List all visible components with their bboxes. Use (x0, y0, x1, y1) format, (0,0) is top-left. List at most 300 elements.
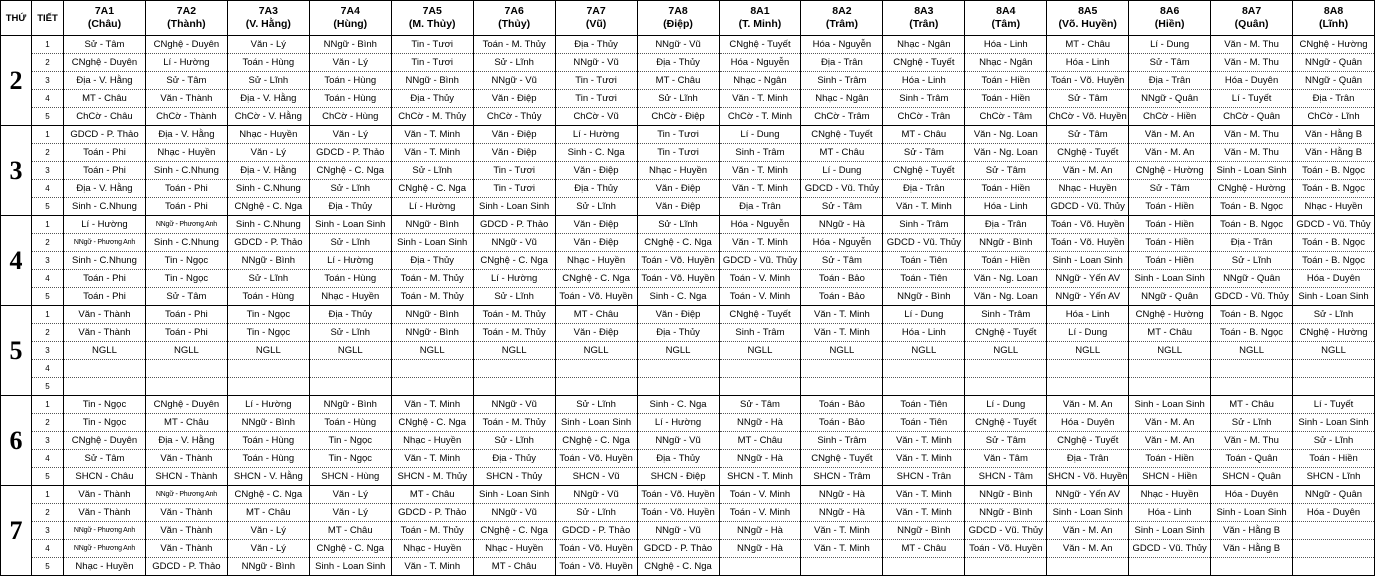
schedule-cell[interactable]: Sinh - Loan Sinh (1129, 522, 1211, 540)
schedule-cell[interactable]: NGLL (555, 342, 637, 360)
schedule-cell[interactable]: NNgữ - Bình (227, 414, 309, 432)
schedule-cell[interactable]: Văn - M. Thu (1211, 36, 1293, 54)
schedule-cell[interactable]: Sử - Lĩnh (227, 270, 309, 288)
schedule-cell[interactable]: NNgữ - Hà (719, 522, 801, 540)
schedule-cell[interactable]: MT - Châu (1047, 36, 1129, 54)
schedule-cell[interactable]: CNghệ - Duyên (145, 36, 227, 54)
schedule-cell[interactable] (227, 360, 309, 378)
schedule-cell[interactable]: Sử - Tâm (883, 144, 965, 162)
schedule-cell[interactable]: NNgữ - Quân (1129, 288, 1211, 306)
schedule-cell[interactable]: MT - Châu (637, 72, 719, 90)
schedule-cell[interactable]: CNghệ - C. Nga (555, 270, 637, 288)
schedule-cell[interactable]: NNgữ - Yến AV (1047, 270, 1129, 288)
schedule-cell[interactable]: ChCờ - V. Hằng (227, 108, 309, 126)
schedule-cell[interactable]: Tin - Ngọc (64, 396, 146, 414)
schedule-cell[interactable]: CNghệ - Tuyết (801, 126, 883, 144)
schedule-cell[interactable]: SHCN - Trâm (801, 468, 883, 486)
schedule-cell[interactable]: Hóa - Duyên (1047, 414, 1129, 432)
schedule-cell[interactable]: CNghệ - C. Nga (391, 414, 473, 432)
schedule-cell[interactable]: Văn - Lý (309, 54, 391, 72)
schedule-cell[interactable]: Toán - Hùng (309, 270, 391, 288)
schedule-cell[interactable]: Văn - M. Thu (1211, 144, 1293, 162)
schedule-cell[interactable]: Toán - Bảo (801, 288, 883, 306)
schedule-cell[interactable]: Toán - Võ. Huyền (637, 252, 719, 270)
schedule-cell[interactable]: MT - Châu (145, 414, 227, 432)
schedule-cell[interactable]: Văn - Thành (64, 306, 146, 324)
schedule-cell[interactable]: Sinh - Loan Sinh (1129, 270, 1211, 288)
schedule-cell[interactable]: Văn - Ng. Loan (965, 270, 1047, 288)
schedule-cell[interactable] (391, 378, 473, 396)
schedule-cell[interactable]: Văn - Điệp (555, 216, 637, 234)
schedule-cell[interactable]: Văn - Lý (309, 126, 391, 144)
schedule-cell[interactable] (145, 378, 227, 396)
schedule-cell[interactable]: Sử - Lĩnh (1293, 432, 1375, 450)
schedule-cell[interactable]: GDCD - P. Thảo (145, 558, 227, 576)
schedule-cell[interactable]: NNgữ - Vũ (473, 504, 555, 522)
schedule-cell[interactable]: Sử - Lĩnh (637, 216, 719, 234)
schedule-cell[interactable]: Hóa - Nguyễn (801, 36, 883, 54)
schedule-cell[interactable]: NNgữ - Hà (801, 504, 883, 522)
schedule-cell[interactable]: Địa - Trân (719, 198, 801, 216)
schedule-cell[interactable]: Lí - Dung (719, 126, 801, 144)
schedule-cell[interactable]: NNgữ - Bình (391, 306, 473, 324)
schedule-cell[interactable]: Nhạc - Ngân (965, 54, 1047, 72)
schedule-cell[interactable]: Sử - Lĩnh (391, 162, 473, 180)
schedule-cell[interactable]: Văn - Lý (227, 522, 309, 540)
schedule-cell[interactable]: GDCD - P. Thảo (473, 216, 555, 234)
schedule-cell[interactable]: NNgữ - Bình (965, 504, 1047, 522)
schedule-cell[interactable]: Toán - Võ. Huyền (555, 540, 637, 558)
schedule-cell[interactable]: CNghệ - Tuyết (965, 414, 1047, 432)
schedule-cell[interactable]: NNgữ - Vũ (473, 396, 555, 414)
schedule-cell[interactable]: Tin - Tươi (391, 36, 473, 54)
schedule-cell[interactable]: Sử - Lĩnh (473, 288, 555, 306)
schedule-cell[interactable]: Toán - Phi (145, 180, 227, 198)
schedule-cell[interactable]: GDCD - Vũ. Thủy (1211, 288, 1293, 306)
schedule-cell[interactable]: Văn - Lý (227, 144, 309, 162)
schedule-cell[interactable]: Toán - Phi (64, 270, 146, 288)
schedule-cell[interactable]: Văn - M. An (1047, 162, 1129, 180)
schedule-cell[interactable]: Toán - B. Ngọc (1293, 162, 1375, 180)
schedule-cell[interactable]: Địa - Trân (965, 216, 1047, 234)
schedule-cell[interactable]: Toán - M. Thủy (473, 306, 555, 324)
schedule-cell[interactable]: GDCD - Vũ. Thủy (1047, 198, 1129, 216)
schedule-cell[interactable]: Sinh - Trâm (801, 72, 883, 90)
schedule-cell[interactable]: Văn - Điệp (555, 234, 637, 252)
schedule-cell[interactable]: Sinh - C.Nhung (64, 252, 146, 270)
schedule-cell[interactable] (637, 378, 719, 396)
schedule-cell[interactable]: Hóa - Duyên (1211, 486, 1293, 504)
schedule-cell[interactable]: Tin - Tươi (473, 180, 555, 198)
schedule-cell[interactable]: Tin - Tươi (555, 72, 637, 90)
schedule-cell[interactable]: Sử - Lĩnh (309, 180, 391, 198)
schedule-cell[interactable]: Sử - Lĩnh (309, 324, 391, 342)
schedule-cell[interactable]: Toán - Tiên (883, 396, 965, 414)
schedule-cell[interactable]: Hóa - Linh (883, 324, 965, 342)
schedule-cell[interactable] (145, 360, 227, 378)
schedule-cell[interactable]: CNghệ - C. Nga (473, 252, 555, 270)
schedule-cell[interactable]: Địa - V. Hằng (227, 90, 309, 108)
schedule-cell[interactable]: Tin - Ngọc (64, 414, 146, 432)
schedule-cell[interactable] (1293, 360, 1375, 378)
schedule-cell[interactable]: NNgữ - Yến AV (1047, 288, 1129, 306)
schedule-cell[interactable]: MT - Châu (473, 558, 555, 576)
schedule-cell[interactable]: Sử - Tâm (1129, 180, 1211, 198)
schedule-cell[interactable]: CNghệ - Hường (1129, 162, 1211, 180)
schedule-cell[interactable]: Địa - V. Hằng (227, 162, 309, 180)
schedule-cell[interactable]: NNgữ - Hà (801, 486, 883, 504)
schedule-cell[interactable]: ChCờ - Thành (145, 108, 227, 126)
schedule-cell[interactable]: Sinh - Loan Sinh (309, 558, 391, 576)
schedule-cell[interactable]: Toán - Hùng (309, 414, 391, 432)
schedule-cell[interactable]: Hóa - Linh (965, 36, 1047, 54)
schedule-cell[interactable]: Toán - Võ. Huyền (1047, 72, 1129, 90)
schedule-cell[interactable]: ChCờ - Lĩnh (1293, 108, 1375, 126)
schedule-cell[interactable]: ChCờ - Võ. Huyền (1047, 108, 1129, 126)
schedule-cell[interactable] (801, 378, 883, 396)
schedule-cell[interactable]: Sinh - Loan Sinh (1047, 252, 1129, 270)
schedule-cell[interactable]: Toán - Hùng (309, 90, 391, 108)
schedule-cell[interactable]: NNgữ - Bình (309, 36, 391, 54)
schedule-cell[interactable]: Tin - Ngọc (227, 306, 309, 324)
schedule-cell[interactable]: Văn - Lý (227, 36, 309, 54)
schedule-cell[interactable]: CNghệ - Tuyết (1047, 432, 1129, 450)
schedule-cell[interactable]: Sử - Tâm (1047, 126, 1129, 144)
schedule-cell[interactable]: SHCN - M. Thủy (391, 468, 473, 486)
schedule-cell[interactable]: Toán - Hùng (309, 72, 391, 90)
schedule-cell[interactable]: NNgữ - Hà (801, 216, 883, 234)
schedule-cell[interactable]: Sinh - C. Nga (555, 144, 637, 162)
schedule-cell[interactable]: Văn - T. Minh (391, 144, 473, 162)
schedule-cell[interactable]: Địa - Thủy (309, 198, 391, 216)
schedule-cell[interactable]: Văn - Điệp (473, 144, 555, 162)
schedule-cell[interactable]: Toán - B. Ngọc (1211, 216, 1293, 234)
schedule-cell[interactable]: Nhạc - Ngân (801, 90, 883, 108)
schedule-cell[interactable]: NNgữ - Vũ (637, 432, 719, 450)
schedule-cell[interactable]: CNghệ - Hường (1211, 180, 1293, 198)
schedule-cell[interactable]: Văn - T. Minh (719, 234, 801, 252)
schedule-cell[interactable]: Văn - T. Minh (883, 450, 965, 468)
schedule-cell[interactable] (965, 360, 1047, 378)
schedule-cell[interactable]: NGLL (64, 342, 146, 360)
schedule-cell[interactable]: NGLL (801, 342, 883, 360)
schedule-cell[interactable]: Sử - Lĩnh (227, 72, 309, 90)
schedule-cell[interactable]: Toán - Võ. Huyền (637, 504, 719, 522)
schedule-cell[interactable]: SHCN - Hiền (1129, 468, 1211, 486)
schedule-cell[interactable]: NNgữ - Hà (719, 540, 801, 558)
schedule-cell[interactable] (883, 378, 965, 396)
schedule-cell[interactable]: ChCờ - Châu (64, 108, 146, 126)
schedule-cell[interactable]: Sử - Tâm (64, 450, 146, 468)
schedule-cell[interactable] (1047, 378, 1129, 396)
schedule-cell[interactable]: NNgữ - Yến AV (1047, 486, 1129, 504)
schedule-cell[interactable]: Văn - M. An (1129, 126, 1211, 144)
schedule-cell[interactable] (965, 558, 1047, 576)
schedule-cell[interactable]: Toán - Hùng (227, 450, 309, 468)
schedule-cell[interactable]: MT - Châu (555, 306, 637, 324)
schedule-cell[interactable]: Nhạc - Huyền (227, 126, 309, 144)
schedule-cell[interactable]: Văn - T. Minh (391, 558, 473, 576)
schedule-cell[interactable]: CNghệ - C. Nga (555, 432, 637, 450)
schedule-cell[interactable]: Sinh - C.Nhung (227, 216, 309, 234)
schedule-cell[interactable]: Sử - Tâm (965, 162, 1047, 180)
schedule-cell[interactable]: Văn - Thành (64, 324, 146, 342)
schedule-cell[interactable]: CNghệ - C. Nga (309, 162, 391, 180)
schedule-cell[interactable]: Toán - Võ. Huyền (1047, 216, 1129, 234)
schedule-cell[interactable]: CNghệ - C. Nga (391, 180, 473, 198)
schedule-cell[interactable] (1129, 558, 1211, 576)
schedule-cell[interactable]: Nhạc - Huyền (1129, 486, 1211, 504)
schedule-cell[interactable]: Sinh - Loan Sinh (1211, 504, 1293, 522)
schedule-cell[interactable]: NNgữ - Quân (1129, 90, 1211, 108)
schedule-cell[interactable]: Địa - Trân (1129, 72, 1211, 90)
schedule-cell[interactable]: Văn - Hằng B (1211, 540, 1293, 558)
schedule-cell[interactable]: CNghệ - Tuyết (883, 54, 965, 72)
schedule-cell[interactable]: SHCN - T. Minh (719, 468, 801, 486)
schedule-cell[interactable]: NGLL (391, 342, 473, 360)
schedule-cell[interactable]: Văn - T. Minh (391, 126, 473, 144)
schedule-cell[interactable]: Toán - B. Ngọc (1293, 180, 1375, 198)
schedule-cell[interactable]: ChCờ - Trâm (801, 108, 883, 126)
schedule-cell[interactable]: Hóa - Linh (965, 198, 1047, 216)
schedule-cell[interactable]: Địa - V. Hằng (145, 432, 227, 450)
schedule-cell[interactable]: Toán - Hiền (1129, 216, 1211, 234)
schedule-cell[interactable]: Toán - V. Minh (719, 288, 801, 306)
schedule-cell[interactable] (883, 360, 965, 378)
schedule-cell[interactable]: Văn - Hằng B (1293, 144, 1375, 162)
schedule-cell[interactable]: Toán - V. Minh (719, 486, 801, 504)
schedule-cell[interactable]: Tin - Tươi (555, 90, 637, 108)
schedule-cell[interactable]: Sinh - Loan Sinh (1293, 414, 1375, 432)
schedule-cell[interactable]: Toán - Phi (64, 144, 146, 162)
schedule-cell[interactable]: Sử - Tâm (801, 198, 883, 216)
schedule-cell[interactable]: SHCN - Tâm (965, 468, 1047, 486)
schedule-cell[interactable]: NGLL (719, 342, 801, 360)
schedule-cell[interactable]: NNgữ - Quân (1211, 270, 1293, 288)
schedule-cell[interactable]: CNghệ - Duyên (64, 432, 146, 450)
schedule-cell[interactable]: ChCờ - Hiền (1129, 108, 1211, 126)
schedule-cell[interactable]: ChCờ - Tâm (965, 108, 1047, 126)
schedule-cell[interactable]: Văn - Thành (64, 504, 146, 522)
schedule-cell[interactable]: NNgữ - Vũ (637, 522, 719, 540)
schedule-cell[interactable]: Địa - Thủy (555, 180, 637, 198)
schedule-cell[interactable]: Nhạc - Huyền (391, 540, 473, 558)
schedule-cell[interactable]: Nhạc - Ngân (883, 36, 965, 54)
schedule-cell[interactable]: Địa - Trân (801, 54, 883, 72)
schedule-cell[interactable]: Sinh - Trâm (719, 144, 801, 162)
schedule-cell[interactable]: Lí - Hường (227, 396, 309, 414)
schedule-cell[interactable]: Văn - T. Minh (801, 522, 883, 540)
schedule-cell[interactable]: NGLL (145, 342, 227, 360)
schedule-cell[interactable]: Địa - Thủy (391, 252, 473, 270)
schedule-cell[interactable]: Địa - Thủy (637, 324, 719, 342)
schedule-cell[interactable]: NNgữ - Phương Anh (145, 486, 227, 504)
schedule-cell[interactable]: CNghệ - C. Nga (227, 486, 309, 504)
schedule-cell[interactable]: Sinh - C.Nhung (227, 180, 309, 198)
schedule-cell[interactable]: NNgữ - Vũ (637, 36, 719, 54)
schedule-cell[interactable] (1047, 360, 1129, 378)
schedule-cell[interactable]: Nhạc - Huyền (473, 540, 555, 558)
schedule-cell[interactable]: NNgữ - Quân (1293, 72, 1375, 90)
schedule-cell[interactable]: Địa - Thủy (309, 306, 391, 324)
schedule-cell[interactable]: Toán - Võ. Huyền (637, 270, 719, 288)
schedule-cell[interactable]: Tin - Tươi (391, 54, 473, 72)
schedule-cell[interactable]: CNghệ - Hường (1293, 324, 1375, 342)
schedule-cell[interactable]: Toán - Phi (64, 288, 146, 306)
schedule-cell[interactable] (555, 378, 637, 396)
schedule-cell[interactable]: Toán - Võ. Huyền (555, 288, 637, 306)
schedule-cell[interactable]: Văn - T. Minh (719, 90, 801, 108)
schedule-cell[interactable]: NNgữ - Bình (883, 288, 965, 306)
schedule-cell[interactable]: Nhạc - Huyền (1293, 198, 1375, 216)
schedule-cell[interactable]: Toán - M. Thủy (473, 36, 555, 54)
schedule-cell[interactable]: Hóa - Duyên (1293, 504, 1375, 522)
schedule-cell[interactable]: Lí - Tuyết (1211, 90, 1293, 108)
schedule-cell[interactable]: Toán - Võ. Huyền (1047, 234, 1129, 252)
schedule-cell[interactable]: Toán - B. Ngọc (1211, 198, 1293, 216)
schedule-cell[interactable]: Văn - M. An (1129, 144, 1211, 162)
schedule-cell[interactable]: Tin - Ngọc (227, 324, 309, 342)
schedule-cell[interactable]: Toán - Võ. Huyền (555, 450, 637, 468)
schedule-cell[interactable]: SHCN - Thủy (473, 468, 555, 486)
schedule-cell[interactable]: Văn - M. An (1047, 522, 1129, 540)
schedule-cell[interactable] (64, 378, 146, 396)
schedule-cell[interactable] (227, 378, 309, 396)
schedule-cell[interactable]: SHCN - Võ. Huyền (1047, 468, 1129, 486)
schedule-cell[interactable]: Địa - Trân (1211, 234, 1293, 252)
schedule-cell[interactable]: ChCờ - Hùng (309, 108, 391, 126)
schedule-cell[interactable]: Toán - B. Ngọc (1293, 252, 1375, 270)
schedule-cell[interactable]: NNgữ - Vũ (555, 54, 637, 72)
schedule-cell[interactable]: NNgữ - Quân (1293, 486, 1375, 504)
schedule-cell[interactable]: MT - Châu (719, 432, 801, 450)
schedule-cell[interactable]: Lí - Hường (391, 198, 473, 216)
schedule-cell[interactable]: Văn - T. Minh (391, 396, 473, 414)
schedule-cell[interactable]: Lí - Dung (1047, 324, 1129, 342)
schedule-cell[interactable]: Văn - Lý (309, 504, 391, 522)
schedule-cell[interactable]: CNghệ - Tuyết (719, 36, 801, 54)
schedule-cell[interactable]: Lí - Hường (555, 126, 637, 144)
schedule-cell[interactable]: Văn - Điệp (555, 162, 637, 180)
schedule-cell[interactable]: Văn - T. Minh (719, 162, 801, 180)
schedule-cell[interactable]: Toán - Tiên (883, 270, 965, 288)
schedule-cell[interactable]: NNgữ - Vũ (473, 234, 555, 252)
schedule-cell[interactable]: MT - Châu (883, 126, 965, 144)
schedule-cell[interactable]: Văn - Ng. Loan (965, 144, 1047, 162)
schedule-cell[interactable]: Toán - M. Thủy (391, 270, 473, 288)
schedule-cell[interactable]: Sinh - C.Nhung (145, 234, 227, 252)
schedule-cell[interactable]: NNgữ - Vũ (473, 72, 555, 90)
schedule-cell[interactable]: SHCN - Lĩnh (1293, 468, 1375, 486)
schedule-cell[interactable]: Hóa - Nguyễn (719, 54, 801, 72)
schedule-cell[interactable]: Văn - Ng. Loan (965, 126, 1047, 144)
schedule-cell[interactable]: Toán - M. Thủy (391, 288, 473, 306)
schedule-cell[interactable] (555, 360, 637, 378)
schedule-cell[interactable]: Sinh - Trâm (883, 90, 965, 108)
schedule-cell[interactable]: MT - Châu (1129, 324, 1211, 342)
schedule-cell[interactable] (309, 360, 391, 378)
schedule-cell[interactable]: GDCD - Vũ. Thủy (719, 252, 801, 270)
schedule-cell[interactable]: Toán - Hiền (1129, 234, 1211, 252)
schedule-cell[interactable]: Văn - Lý (227, 540, 309, 558)
schedule-cell[interactable]: MT - Châu (883, 540, 965, 558)
schedule-cell[interactable]: Văn - Lý (309, 486, 391, 504)
schedule-cell[interactable]: Toán - Hiền (1129, 252, 1211, 270)
schedule-cell[interactable]: Toán - B. Ngọc (1293, 234, 1375, 252)
schedule-cell[interactable]: Sử - Tâm (145, 288, 227, 306)
schedule-cell[interactable]: Tin - Ngọc (309, 450, 391, 468)
schedule-cell[interactable]: Văn - T. Minh (883, 504, 965, 522)
schedule-cell[interactable]: NNgữ - Bình (227, 252, 309, 270)
schedule-cell[interactable]: CNghệ - Tuyết (801, 450, 883, 468)
schedule-cell[interactable]: Văn - Điệp (637, 198, 719, 216)
schedule-cell[interactable]: Toán - Hiền (965, 180, 1047, 198)
schedule-cell[interactable] (883, 558, 965, 576)
schedule-cell[interactable]: NNgữ - Bình (227, 558, 309, 576)
schedule-cell[interactable]: Toán - Hùng (227, 432, 309, 450)
schedule-cell[interactable]: Lí - Hường (309, 252, 391, 270)
schedule-cell[interactable]: Sử - Tâm (64, 36, 146, 54)
schedule-cell[interactable] (1211, 360, 1293, 378)
schedule-cell[interactable]: Toán - Hùng (227, 288, 309, 306)
schedule-cell[interactable]: NNgữ - Phương Anh (145, 216, 227, 234)
schedule-cell[interactable]: NNgữ - Quân (1293, 54, 1375, 72)
schedule-cell[interactable]: Lí - Hường (64, 216, 146, 234)
schedule-cell[interactable]: Văn - Điệp (473, 126, 555, 144)
schedule-cell[interactable]: NNgữ - Phương Anh (64, 540, 146, 558)
schedule-cell[interactable] (801, 558, 883, 576)
schedule-cell[interactable]: NNgữ - Hà (719, 450, 801, 468)
schedule-cell[interactable]: Hóa - Linh (1047, 54, 1129, 72)
schedule-cell[interactable] (1293, 540, 1375, 558)
schedule-cell[interactable]: SHCN - Vũ (555, 468, 637, 486)
schedule-cell[interactable]: Sử - Lĩnh (555, 198, 637, 216)
schedule-cell[interactable]: Văn - Tâm (965, 450, 1047, 468)
schedule-cell[interactable]: Sinh - Trâm (965, 306, 1047, 324)
schedule-cell[interactable]: Toán - B. Ngọc (1211, 324, 1293, 342)
schedule-cell[interactable]: CNghệ - Duyên (64, 54, 146, 72)
schedule-cell[interactable]: ChCờ - Thủy (473, 108, 555, 126)
schedule-cell[interactable]: Nhạc - Huyền (309, 288, 391, 306)
schedule-cell[interactable]: NNgữ - Bình (965, 234, 1047, 252)
schedule-cell[interactable]: Địa - Thủy (473, 450, 555, 468)
schedule-cell[interactable]: NGLL (965, 342, 1047, 360)
schedule-cell[interactable]: ChCờ - Quân (1211, 108, 1293, 126)
schedule-cell[interactable]: Lí - Hường (637, 414, 719, 432)
schedule-cell[interactable]: Văn - M. An (1129, 432, 1211, 450)
schedule-cell[interactable]: Sử - Tâm (719, 396, 801, 414)
schedule-cell[interactable]: Sinh - Loan Sinh (1211, 162, 1293, 180)
schedule-cell[interactable]: Văn - Hằng B (1293, 126, 1375, 144)
schedule-cell[interactable]: NNgữ - Hà (719, 414, 801, 432)
schedule-cell[interactable]: Văn - M. An (1047, 540, 1129, 558)
schedule-cell[interactable]: NNgữ - Vũ (555, 486, 637, 504)
schedule-cell[interactable]: Văn - T. Minh (801, 324, 883, 342)
schedule-cell[interactable] (637, 360, 719, 378)
schedule-cell[interactable]: Sinh - Loan Sinh (473, 486, 555, 504)
schedule-cell[interactable]: Toán - Võ. Huyền (555, 558, 637, 576)
schedule-cell[interactable]: Sử - Tâm (1047, 90, 1129, 108)
schedule-cell[interactable] (473, 360, 555, 378)
schedule-cell[interactable] (1129, 360, 1211, 378)
schedule-cell[interactable]: Tin - Ngọc (145, 270, 227, 288)
schedule-cell[interactable]: Sử - Tâm (1129, 54, 1211, 72)
schedule-cell[interactable]: Địa - Thủy (637, 54, 719, 72)
schedule-cell[interactable] (719, 378, 801, 396)
schedule-cell[interactable]: Lí - Tuyết (1293, 396, 1375, 414)
schedule-cell[interactable]: ChCờ - Trân (883, 108, 965, 126)
schedule-cell[interactable]: Sinh - Loan Sinh (309, 216, 391, 234)
